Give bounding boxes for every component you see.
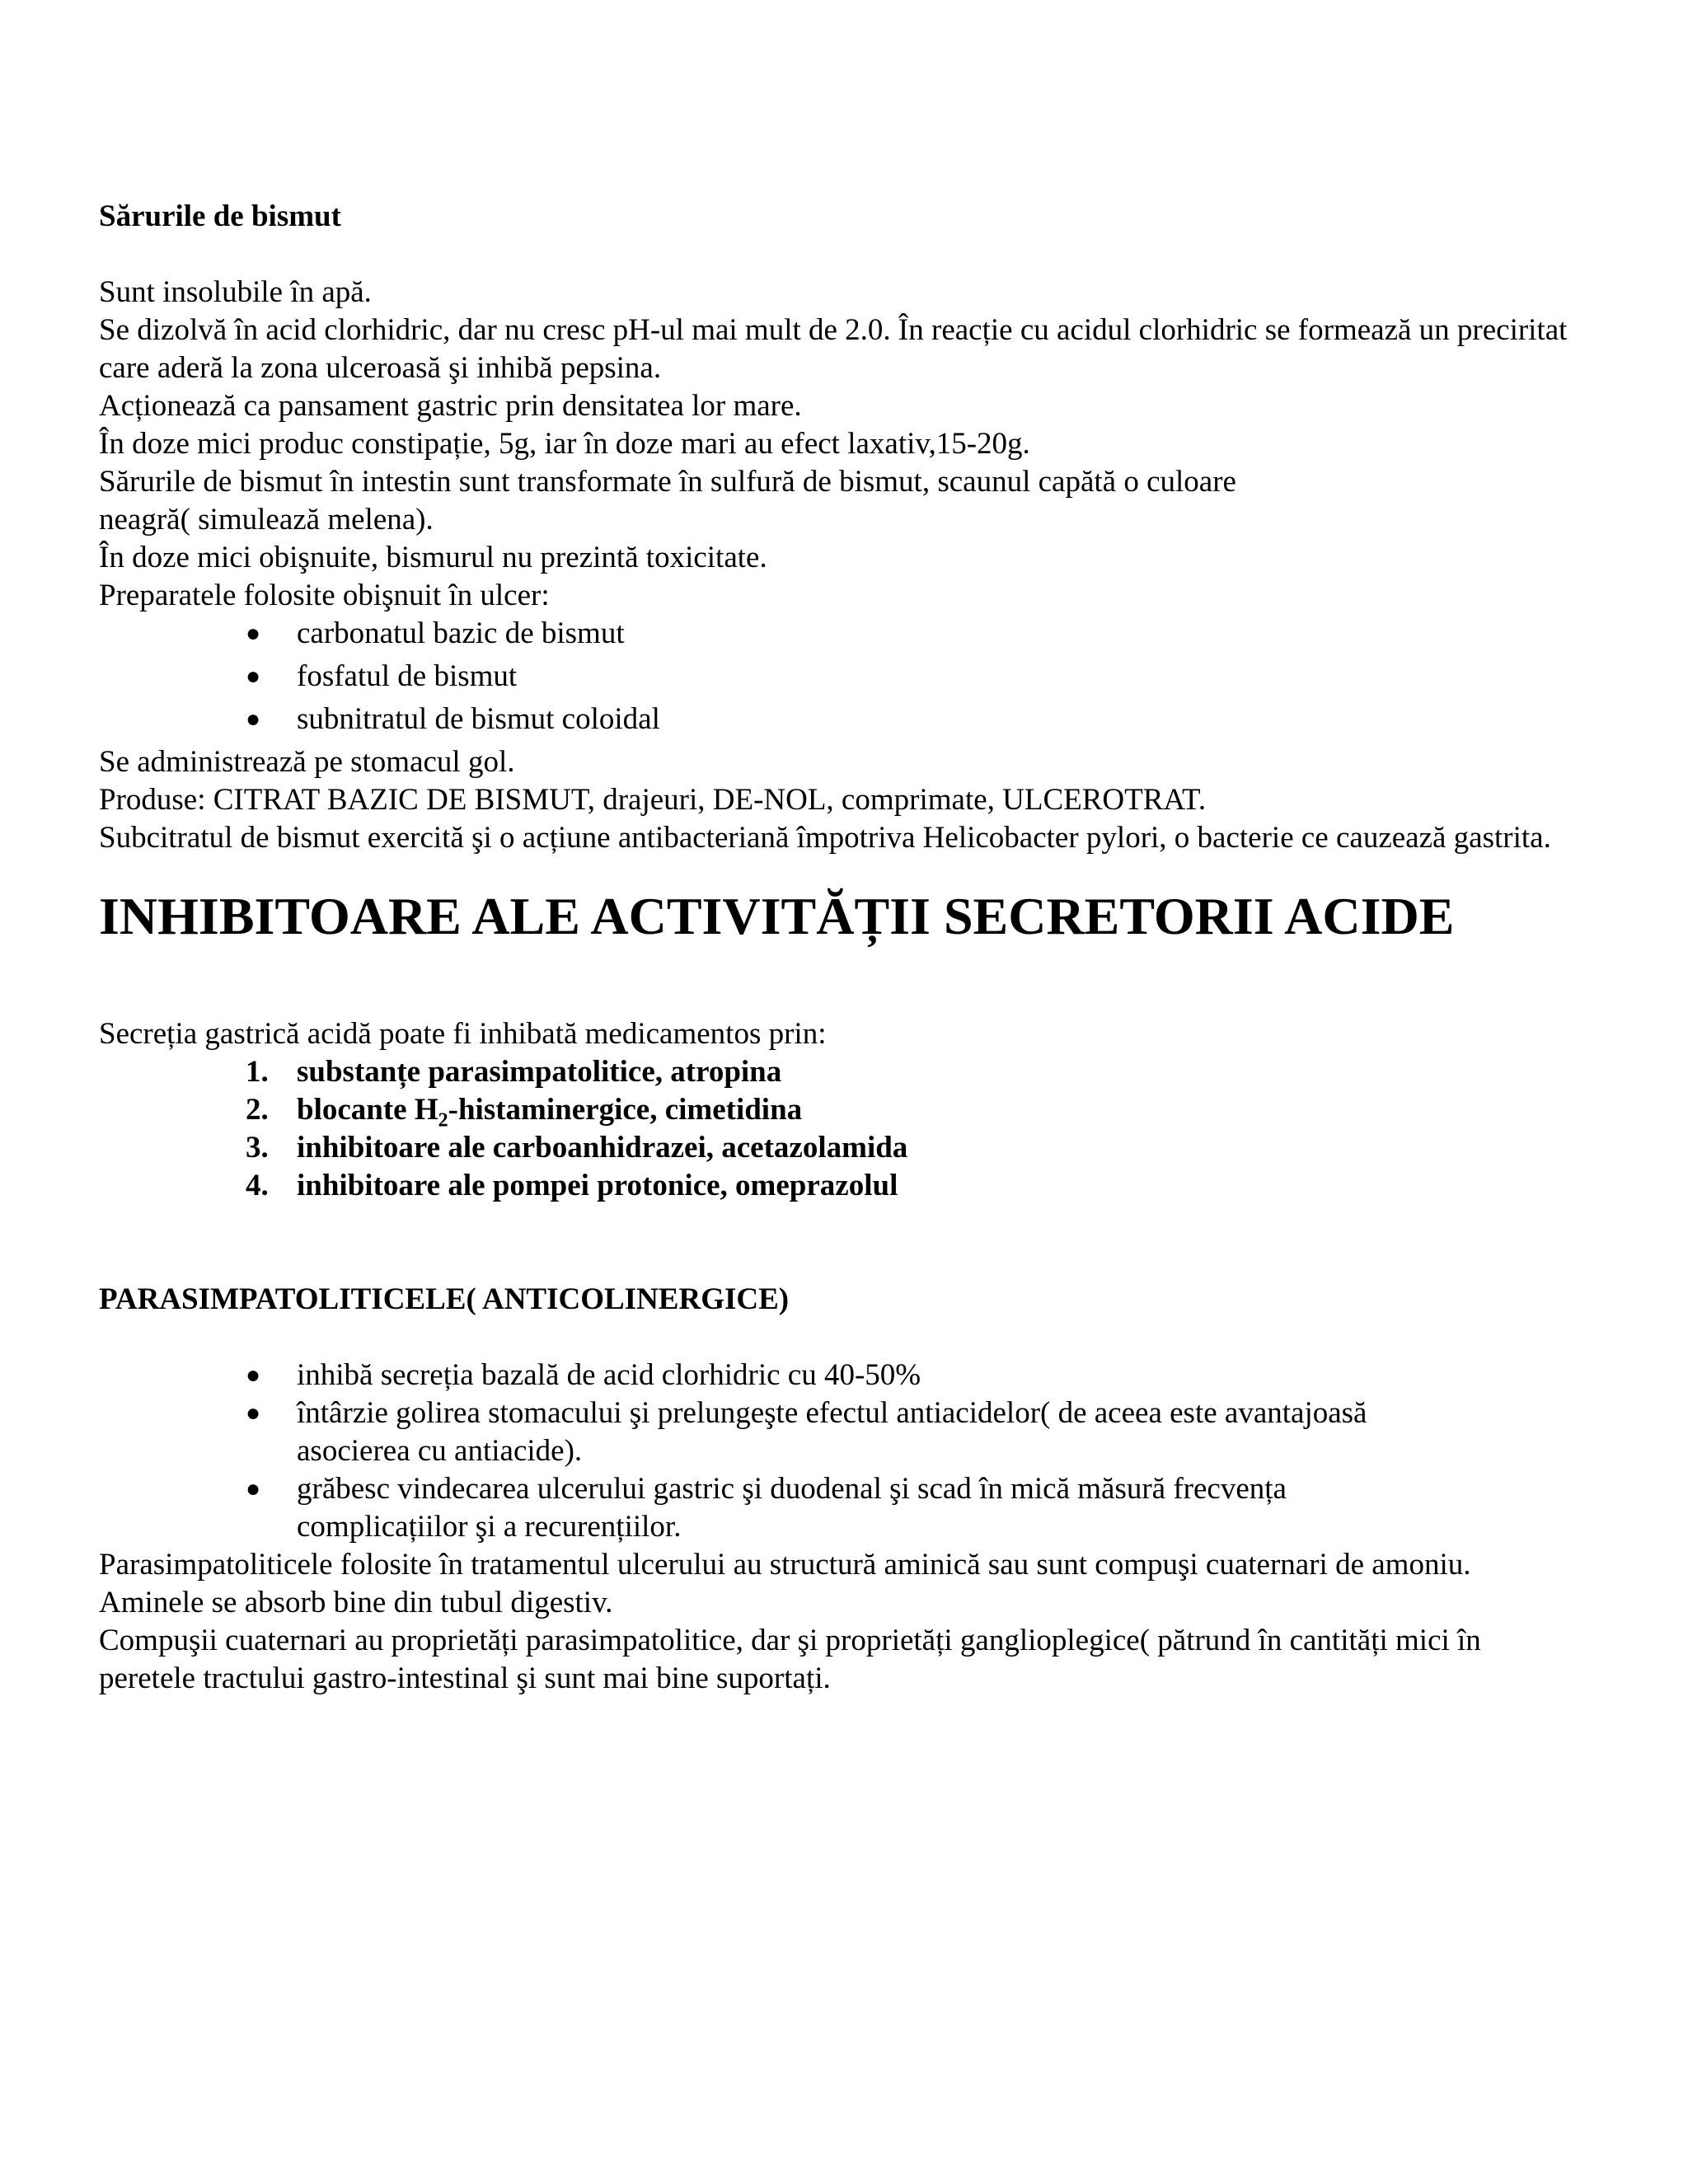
list-item: ● fosfatul de bismut — [99, 658, 1599, 696]
list-item: 4. inhibitoare ale pompei protonice, omeprazolul — [246, 1169, 898, 1202]
bullet-icon: ● — [246, 663, 261, 690]
bullet-icon: ● — [246, 1399, 261, 1427]
list-item: ● inhibă secreția bazală de acid clorhidric cu 40-50% — [99, 1357, 1385, 1394]
paragraph-line: În doze mici obişnuite, bismurul nu prezintă toxicitate. — [99, 541, 767, 574]
list-item: 3. inhibitoare ale carboanhidrazei, acetazolamida — [246, 1131, 908, 1165]
document-page — [99, 198, 1599, 1698]
bullet-icon: ● — [246, 1475, 261, 1502]
parasimpatolitice-effects-list — [99, 1357, 1385, 1546]
paragraph-line: neagră( simulează melena). — [99, 503, 434, 537]
list-item: 1. substanțe parasimpatolitice, atropina — [246, 1055, 782, 1089]
main-heading: INHIBITOARE ALE ACTIVITĂȚII SECRETORII ACIDE — [99, 887, 1455, 945]
paragraph-line: Acționează ca pansament gastric prin densitatea lor mare. — [99, 389, 802, 423]
paragraph-line: Produse: CITRAT BAZIC DE BISMUT, drajeuri, DE-NOL, comprimate, ULCEROTRAT. — [99, 783, 1207, 817]
paragraph-line: Compuşii cuaternari au proprietăți parasimpatolitice, dar şi proprietăți ganglioplegice( pătrund în cantități mici în peretele tractului gastro-intestinal şi sunt mai bine suportați. — [99, 1624, 1481, 1695]
section-title-parasimpatolitice: PARASIMPATOLITICELE( ANTICOLINERGICE) — [99, 1282, 790, 1316]
bullet-icon: ● — [246, 1361, 261, 1389]
bismut-preparations-list — [99, 615, 1599, 738]
paragraph-line: Subcitratul de bismut exercită şi o acțiune antibacteriană împotriva Helicobacter pylori, o bacterie ce cauzează gastrita. — [99, 821, 1551, 855]
bullet-icon: ● — [246, 705, 261, 733]
list-item: ● grăbesc vindecarea ulcerului gastric şi duodenal şi scad în mică măsură frecvența complicațiilor şi a recurențiilor. — [246, 1472, 1287, 1544]
section-intro: Secreția gastrică acidă poate fi inhibată medicamentos prin: — [99, 1017, 827, 1051]
paragraph-line: Se dizolvă în acid clorhidric, dar nu cresc pH-ul mai mult de 2.0. În reacție cu acidul clorhidric se formează un preciritat care aderă la zona ulceroasă şi inhibă pepsina. — [99, 313, 1568, 385]
paragraph-line: Aminele se absorb bine din tubul digestiv. — [99, 1586, 613, 1619]
paragraph-line: Sunt insolubile în apă. — [99, 275, 372, 309]
section-title-bismut: Sărurile de bismut — [99, 199, 341, 233]
list-item: 2. blocante $H_2$-histaminergice, cimetidina — [246, 1093, 803, 1132]
bullet-icon: ● — [246, 620, 261, 647]
paragraph-line: Sărurile de bismut în intestin sunt transformate în sulfură de bismut, scaunul capătă o culoare — [99, 465, 1236, 499]
inhibitors-list — [99, 1053, 1599, 1205]
paragraph-line: Se administrează pe stomacul gol. — [99, 745, 515, 779]
list-item: ● subnitratul de bismut coloidal — [99, 701, 1599, 738]
list-item: ● întârzie golirea stomacului şi prelungeşte efectul antiacidelor( de aceea este avantajoasă asocierea cu antiacide). — [246, 1396, 1367, 1468]
paragraph-line: Parasimpatoliticele folosite în tratamentul ulcerului au structură aminică sau sunt compuşi cuaternari de amoniu. — [99, 1548, 1471, 1582]
paragraph-line: În doze mici produc constipație, 5g, iar în doze mari au efect laxativ,15-20g. — [99, 427, 1030, 461]
paragraph-line: Preparatele folosite obişnuit în ulcer: — [99, 579, 550, 612]
list-item: ● carbonatul bazic de bismut — [99, 615, 1599, 653]
